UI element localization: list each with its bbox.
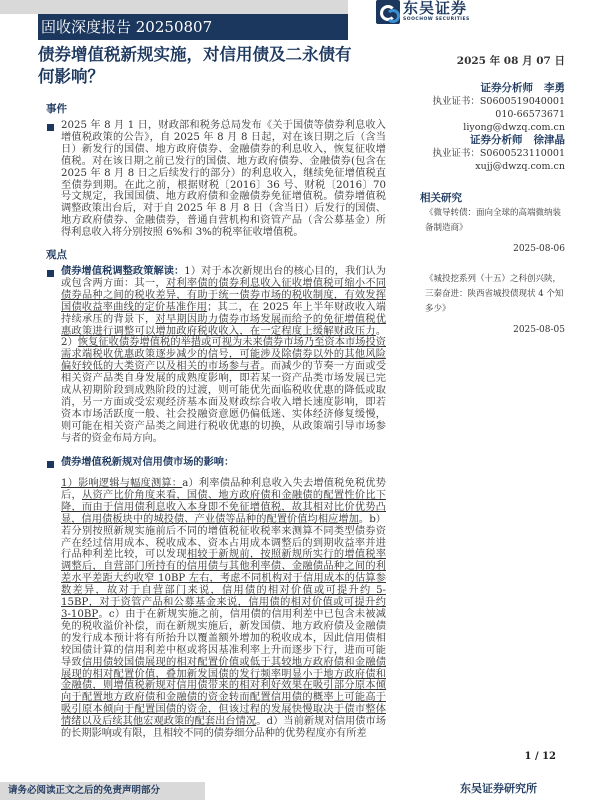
analyst-block-1	[420, 82, 565, 173]
text-segment: ；其二，在 2025 年上半年财政收入端持续承压的背景下，	[61, 301, 386, 325]
report-date: 2025 年 08 月 07 日	[456, 55, 565, 67]
section-event-heading: 事件	[46, 103, 67, 115]
underlined-segment: 对早期因助力债券市场发展而给予的免征增值税优惠政策进行调整可以增加政府税收收入，在一定程度上缓解财政压力	[61, 313, 387, 337]
underlined-segment: 对利率债的债券利息收入征收增值税可缩小不同债券品种之间的税收差异，有助于统一债券市场的税收制度，有效发挥国债收益率曲线的定价基准作用	[61, 277, 386, 313]
logo-icon	[376, 0, 400, 24]
underlined-segment: 信用债较国债展现的相对配置价值或低于其较地方政府债和金融债展现的相对配置价值，叠加新发国债的发行频率明显小于地方政府债和金融债，则增值税新规对信用债带来的相对利好效果在吸引部分原本倾向于配置地方政府债和金融债的资金转而配置信用债的概率上可能高于吸引原本倾向于配置国债的资金，但该过程的发展快慢取决于债市整体情绪以及后续其他宏观政策的配套出台情况	[61, 656, 387, 728]
institute-name: 东吴证券研究所	[460, 782, 537, 795]
analyst-name: 徐津晶	[533, 134, 565, 146]
text-segment: 。2）	[61, 325, 386, 349]
related-research-item[interactable]	[425, 206, 565, 257]
text-segment: a）利率债品种利息收入失去增值税免税优势后，	[61, 478, 386, 501]
related-date: 2025-08-05	[513, 325, 565, 335]
text-segment: 。c）由于在新规实施之前，信用债的信用利差中已包含未被减免的税收溢价补偿，而在新规实施后，新发国债、地方政府债及金融债的发行成本预计将有所抬升以覆盖额外增加的税收成本，因此信用债相较国债计算的信用利差中枢或将因基准利率上升而逐步下行，进而可能导致	[61, 608, 386, 668]
analyst-email[interactable]: liyong@dwzq.com.cn	[463, 122, 565, 133]
logo-en: SOOCHOW SECURITIES	[403, 17, 470, 22]
analyst-email[interactable]: xujj@dwzq.com.cn	[475, 161, 565, 172]
company-logo	[376, 0, 486, 26]
underlined-segment: 相较于新规前，按照新规所实行的增值税率调整后，自营部门所持有的信用债与其他利率债、金融债品种之间的利差水平差距大约收窄 10BP 左右，考虑不同机构对于信用成本的估算参数差异，故对于自营部门来说，信用债的相对价值或可提升约 5-15BP，对于资管产品和公募基金来说，信用债的相对价值或可提升约 3-10BP	[61, 549, 387, 620]
credit-impact-heading: 债券增值税新规对信用债市场的影响：	[61, 456, 235, 468]
page-number: 1 / 12	[524, 751, 556, 762]
analyst-cert: 执业证书：S0600523110001	[432, 148, 565, 159]
report-title: 债券增值税新规实施，对信用债及二永债有何影响？	[38, 45, 352, 86]
disclaimer-note: 请务必阅读正文之后的免责声明部分	[0, 782, 205, 800]
underlined-segment: 从资产比价角度来看，国债、地方政府债和金融债的配置性价比下降，而由于信用债利息收入本身即不免征增值税，故其相对比价优势凸显，信用债板块中的城投债、产业债等品种的配置价值均相应增加	[61, 489, 387, 525]
policy-interpretation-paragraph	[61, 266, 386, 445]
text-segment: 。d）当前新规对信用债市场的长期影响或有限，且相较不同的债券细分品种的优势程度亦有所差	[61, 716, 387, 740]
related-research-item[interactable]	[425, 272, 565, 338]
underlined-segment: 1）影响逻辑与幅度测算：	[61, 478, 183, 489]
analyst-cert: 执业证书：S0600519040001	[432, 96, 565, 107]
analyst-name: 李勇	[544, 82, 565, 94]
credit-impact-paragraph	[61, 478, 386, 740]
report-type-banner: 固收深度报告 20250807	[38, 14, 348, 40]
analyst-name-line	[420, 82, 565, 95]
bullet-icon	[47, 461, 54, 468]
analyst-phone: 010-66573671	[495, 109, 565, 120]
related-title[interactable]: 《微导转债：面向全球的高端微纳装备制造商》	[425, 208, 562, 233]
analyst-name-line	[420, 134, 565, 147]
logo-cn: 东吴证券	[403, 0, 468, 17]
top-gray-band	[0, 0, 348, 14]
section-views-heading: 观点	[46, 249, 67, 261]
analyst-role: 证券分析师	[470, 134, 523, 146]
text-segment: 1）对于本次新规出台的核心目的，我们认为或包含两方面：其一，	[61, 266, 386, 289]
text-segment: 。而减少的节奏一方面或受相关资产品类自身发展的成熟度影响，即若某一资产品类市场发展已完成从初期阶段到成熟阶段的过渡，则可能优先面临税收优惠的降低或取消，另一方面或受宏观经济基本面及财政综合收入增长速度影响，即若资本市场活跃度一般、社会投融资意愿仍偏低迷、实体经济修复缓慢，则可能在相关资产品类之间进行税收优惠的切换，从政策端引导市场参与者的资金布局方向。	[61, 361, 387, 444]
related-title[interactable]: 《城投挖系列（十五）之科创兴陕，三秦奋进：陕西省城投债现状 4 个知多少》	[425, 274, 564, 314]
event-paragraph: 2025 年 8 月 1 日，财政部和税务总局发布《关于国债等债券利息收入增值税政策的公告》，自 2025 年 8 月 8 日起，对在该日期之后（含当日）新发行的国债、地方政府债券、金融债券的利息收入，恢复征收增值税。对在该日期之前已发行的国债、地方政府债券、金融债券(包含在 2025 年 8 月 8 日之后续发行的部分）的利息收入，继续免征增值税直至债券到期。在此之前，根据财税〔2016〕36 号、财税〔2016〕70 号文规定，我国国债、地方政府债和金融债券免征增值税。债券增值税调整政策出台后，对于自 2025 年 8 月 8 日（含当日）后发行的国债、地方政府债券、金融债券，普通自营机构和资管产品（含公募基金）所得利息收入将分别按照 6%和 3%的税率征收增值税。	[61, 120, 386, 239]
analyst-role: 证券分析师	[480, 82, 534, 94]
paragraph-label: 债券增值税调整政策解读：	[61, 265, 185, 277]
text-segment: 。b）若分别按照新规实施前后不同的增值税征收税率来测算不同类型债券资产在经过信用成本、税收成本、资本占用成本调整后的到期收益率并进行品种利差比较，可以发现	[61, 513, 386, 561]
related-research-title: 相关研究	[420, 192, 462, 204]
bullet-icon	[47, 270, 54, 277]
underlined-segment: 恢复征收债券增值税的举措或可视为未来债券市场乃至资本市场投资需求端税收优惠政策逐步减少的信号，可能涉及除债券以外的其他风险偏好较低的大类资产以及相关的市场参与者	[61, 337, 386, 373]
related-date: 2025-08-06	[513, 244, 565, 254]
bullet-icon	[47, 124, 54, 131]
